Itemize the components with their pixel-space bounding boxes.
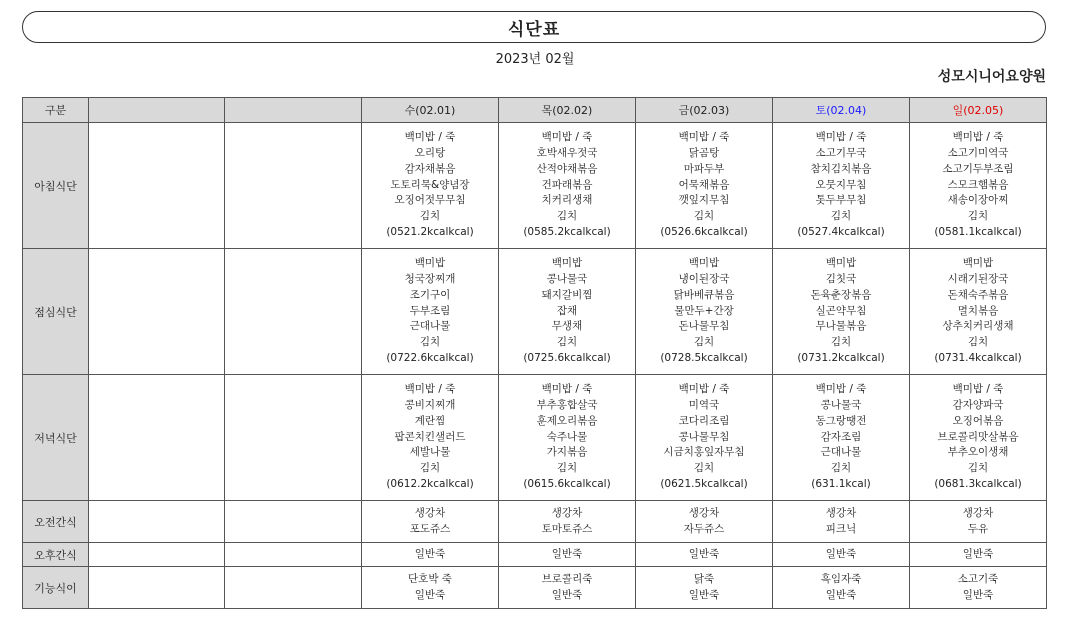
header-day-thu: 목(02.02) xyxy=(499,98,636,123)
blank-cell xyxy=(89,249,225,375)
menu-item: 백미밥 xyxy=(414,257,446,270)
menu-item: 콩나물국 xyxy=(820,399,862,411)
menu-item: (0722.6kcalkcal) xyxy=(386,351,474,364)
menu-item: 백미밥 / 죽 xyxy=(541,131,593,144)
menu-item: 오징어볶음 xyxy=(952,414,1004,427)
menu-cell xyxy=(773,123,910,249)
menu-item: 소고기미역국 xyxy=(947,147,1009,159)
menu-cell xyxy=(499,567,636,609)
blank-cell xyxy=(225,543,362,567)
table-row xyxy=(23,501,1047,543)
menu-item: 김치 xyxy=(556,336,578,349)
menu-item: 잡채 xyxy=(556,304,578,317)
menu-item: 김치 xyxy=(693,336,715,349)
menu-item: 백미밥 / 죽 xyxy=(815,131,867,144)
menu-cell xyxy=(362,249,499,375)
menu-item: 부추홍합살국 xyxy=(536,399,598,411)
menu-item: 일반죽 xyxy=(962,588,994,601)
menu-item: 흑임자죽 xyxy=(820,572,862,585)
menu-item: 김치 xyxy=(556,210,578,223)
menu-item: 일반죽 xyxy=(825,588,857,601)
menu-item: (0731.4kcalkcal) xyxy=(934,351,1022,364)
menu-item: 생강차 xyxy=(962,506,994,519)
blank-cell xyxy=(89,501,225,543)
menu-item: 호박새우젓국 xyxy=(536,147,598,159)
menu-item: 닭죽 xyxy=(693,572,715,585)
menu-item: 돈나물무침 xyxy=(678,320,730,333)
menu-cell xyxy=(636,375,773,501)
menu-item: 일반죽 xyxy=(688,547,720,560)
menu-item: 코다리조림 xyxy=(678,414,730,427)
meal-table xyxy=(22,97,1047,609)
menu-cell xyxy=(362,123,499,249)
menu-item: 조기구이 xyxy=(409,288,451,301)
menu-item: 닭곰탕 xyxy=(688,147,720,159)
menu-item: 백미밥 / 죽 xyxy=(678,383,730,396)
row-label: 아침식단 xyxy=(23,123,89,249)
menu-item: 감자채볶음 xyxy=(404,162,456,175)
menu-item: 미역국 xyxy=(688,399,720,411)
menu-item: 일반죽 xyxy=(688,588,720,601)
menu-item: 일반죽 xyxy=(551,547,583,560)
menu-item: 일반죽 xyxy=(414,547,446,560)
menu-item: 일반죽 xyxy=(962,547,994,560)
menu-item: 백미밥 / 죽 xyxy=(678,131,730,144)
menu-item: 오뭇지무침 xyxy=(815,178,867,191)
menu-cell xyxy=(773,375,910,501)
menu-item: 생강차 xyxy=(825,506,857,519)
menu-cell xyxy=(362,543,499,567)
menu-item: 새송이장아찌 xyxy=(947,194,1009,207)
menu-item: 김치 xyxy=(693,210,715,223)
menu-item: 백미밥 / 죽 xyxy=(952,131,1004,144)
menu-item: 백미밥 / 죽 xyxy=(404,383,456,396)
menu-item: 자두쥬스 xyxy=(683,522,725,535)
table-row xyxy=(23,123,1047,249)
header-blank-1 xyxy=(89,98,225,123)
menu-item: 피크닉 xyxy=(825,522,857,535)
menu-item: 김치 xyxy=(830,462,852,475)
menu-item: (0581.1kcalkcal) xyxy=(934,225,1022,238)
menu-item: 숙주나물 xyxy=(546,430,588,443)
menu-cell xyxy=(773,501,910,543)
menu-item: 백미밥 / 죽 xyxy=(541,383,593,396)
blank-cell xyxy=(89,375,225,501)
menu-item: (0521.2kcalkcal) xyxy=(386,225,474,238)
menu-cell xyxy=(910,249,1047,375)
menu-item: 참치김치볶음 xyxy=(810,162,872,175)
menu-item: 포도쥬스 xyxy=(409,522,451,535)
row-label: 오전간식 xyxy=(23,501,89,543)
menu-item: 감자양파국 xyxy=(952,399,1004,411)
table-row xyxy=(23,249,1047,375)
menu-item: 김치 xyxy=(419,462,441,475)
menu-item: 돈육춘장볶음 xyxy=(810,288,872,301)
row-label: 점심식단 xyxy=(23,249,89,375)
menu-item: 무생채 xyxy=(551,320,583,333)
menu-item: (0728.5kcalkcal) xyxy=(660,351,748,364)
menu-item: 무나물볶음 xyxy=(815,320,867,333)
header-day-fri: 금(02.03) xyxy=(636,98,773,123)
blank-cell xyxy=(225,249,362,375)
menu-cell xyxy=(636,501,773,543)
menu-cell xyxy=(773,543,910,567)
menu-cell xyxy=(362,501,499,543)
menu-item: 소고기죽 xyxy=(957,572,999,585)
menu-item: 백미밥 xyxy=(688,257,720,270)
header-blank-2 xyxy=(225,98,362,123)
menu-item: 일반죽 xyxy=(825,547,857,560)
menu-item: 소고기무국 xyxy=(815,147,867,159)
menu-item: 스모크햄볶음 xyxy=(947,178,1009,191)
menu-cell xyxy=(636,249,773,375)
menu-date: 2023년 02월 xyxy=(495,52,575,67)
menu-item: 근대나물 xyxy=(820,446,862,459)
menu-item: 김치 xyxy=(830,336,852,349)
menu-item: 백미밥 xyxy=(825,257,857,270)
menu-item: (0615.6kcalkcal) xyxy=(523,477,611,490)
menu-item: 김치 xyxy=(693,462,715,475)
menu-cell xyxy=(636,543,773,567)
menu-item: 브로콜리죽 xyxy=(541,572,593,585)
menu-cell xyxy=(362,567,499,609)
menu-item: 톳두부무침 xyxy=(815,194,867,207)
menu-item: 김치 xyxy=(830,210,852,223)
table-row xyxy=(23,375,1047,501)
menu-cell xyxy=(636,567,773,609)
menu-item: 마파두부 xyxy=(683,162,725,175)
blank-cell xyxy=(225,375,362,501)
header-day-wed: 수(02.01) xyxy=(362,98,499,123)
menu-item: 감자조림 xyxy=(820,430,862,443)
menu-item: 계란찜 xyxy=(414,414,446,427)
menu-item: 시금치홍잎자무침 xyxy=(663,446,745,459)
menu-cell xyxy=(362,375,499,501)
menu-item: 근대나물 xyxy=(409,320,451,333)
menu-item: 두유 xyxy=(967,522,989,535)
menu-item: 청국장찌개 xyxy=(404,273,456,285)
menu-item: 김치 xyxy=(419,336,441,349)
blank-cell xyxy=(225,123,362,249)
menu-cell xyxy=(910,123,1047,249)
menu-item: 김치 xyxy=(967,210,989,223)
menu-item: 오리탕 xyxy=(414,147,446,159)
organization-name: 성모시니어요양원 xyxy=(937,69,1046,85)
menu-item: (0621.5kcalkcal) xyxy=(660,477,748,490)
menu-item: 백미밥 xyxy=(962,257,994,270)
menu-item: 부추오이생채 xyxy=(947,446,1009,459)
menu-item: 소고기두부조림 xyxy=(942,162,1014,175)
menu-item: 김치 xyxy=(967,336,989,349)
menu-cell xyxy=(773,249,910,375)
menu-item: (631.1kcal) xyxy=(811,477,871,490)
menu-item: 치커리생채 xyxy=(541,194,593,207)
menu-item: 멸치볶음 xyxy=(957,304,999,317)
menu-item: 산적야채볶음 xyxy=(536,162,598,175)
menu-item: 돈채숙주볶음 xyxy=(947,288,1009,301)
header-category: 구분 xyxy=(23,98,89,123)
menu-item: 일반죽 xyxy=(414,588,446,601)
table-header-row xyxy=(23,98,1047,123)
menu-item: 생강차 xyxy=(414,506,446,519)
menu-item: 브로콜리맛살볶음 xyxy=(937,430,1019,443)
menu-item: 물만두+간장 xyxy=(674,304,734,317)
menu-item: 백미밥 / 죽 xyxy=(952,383,1004,396)
menu-item: 훈제오리볶음 xyxy=(536,414,598,427)
blank-cell xyxy=(89,567,225,609)
menu-cell xyxy=(910,567,1047,609)
menu-item: 콩나물국 xyxy=(546,273,588,285)
menu-item: 백미밥 / 죽 xyxy=(815,383,867,396)
menu-item: (0731.2kcalkcal) xyxy=(797,351,885,364)
menu-item: 김치 xyxy=(967,462,989,475)
menu-item: (0527.4kcalkcal) xyxy=(797,225,885,238)
blank-cell xyxy=(89,543,225,567)
menu-item: (0526.6kcalkcal) xyxy=(660,225,748,238)
menu-item: 도토리묵&양념장 xyxy=(390,178,470,191)
row-label: 저녁식단 xyxy=(23,375,89,501)
menu-item: 냉이된장국 xyxy=(678,273,730,285)
menu-cell xyxy=(499,375,636,501)
header-day-sat: 토(02.04) xyxy=(773,98,910,123)
menu-item: 단호박 죽 xyxy=(408,572,452,585)
title-box xyxy=(22,11,1046,43)
menu-item: 김치 xyxy=(419,210,441,223)
menu-cell xyxy=(910,375,1047,501)
menu-item: 토마토쥬스 xyxy=(541,522,593,535)
menu-item: 시래기된장국 xyxy=(947,273,1009,285)
menu-cell xyxy=(499,543,636,567)
table-row xyxy=(23,543,1047,567)
menu-item: 백미밥 / 죽 xyxy=(404,131,456,144)
menu-item: 오징어젓무무침 xyxy=(394,194,466,207)
menu-cell xyxy=(499,501,636,543)
blank-cell xyxy=(89,123,225,249)
menu-item: 콩비지찌개 xyxy=(404,399,456,411)
menu-cell xyxy=(499,123,636,249)
menu-item: 팝콘치킨샐러드 xyxy=(394,430,466,443)
menu-item: 상추치커리생채 xyxy=(942,320,1014,333)
menu-item: 실곤약무침 xyxy=(815,304,867,317)
row-label: 기능식이 xyxy=(23,567,89,609)
menu-item: 김칫국 xyxy=(825,273,857,285)
menu-cell xyxy=(773,567,910,609)
menu-item: (0725.6kcalkcal) xyxy=(523,351,611,364)
menu-item: (0681.3kcalkcal) xyxy=(934,477,1022,490)
row-label: 오후간식 xyxy=(23,543,89,567)
menu-cell xyxy=(910,543,1047,567)
menu-item: (0585.2kcalkcal) xyxy=(523,225,611,238)
menu-item: 닭바베큐볶음 xyxy=(673,288,735,301)
menu-item: (0612.2kcalkcal) xyxy=(386,477,474,490)
menu-item: 일반죽 xyxy=(551,588,583,601)
blank-cell xyxy=(225,501,362,543)
menu-cell xyxy=(910,501,1047,543)
menu-item: 콩나물무침 xyxy=(678,430,730,443)
menu-item: 생강차 xyxy=(688,506,720,519)
page-title: 식단표 xyxy=(507,19,561,40)
menu-item: 생강차 xyxy=(551,506,583,519)
menu-item: 세발나물 xyxy=(409,446,451,459)
menu-item: 김치 xyxy=(556,462,578,475)
menu-item: 백미밥 xyxy=(551,257,583,270)
menu-item: 깻잎지무침 xyxy=(678,194,730,207)
table-row xyxy=(23,567,1047,609)
menu-cell xyxy=(499,249,636,375)
menu-item: 가지볶음 xyxy=(546,446,588,459)
blank-cell xyxy=(225,567,362,609)
menu-item: 돼지갈비찜 xyxy=(541,288,593,301)
header-day-sun: 일(02.05) xyxy=(910,98,1047,123)
menu-item: 건파래볶음 xyxy=(541,178,593,191)
menu-item: 두부조림 xyxy=(409,304,451,317)
menu-item: 어묵채볶음 xyxy=(678,178,730,191)
menu-cell xyxy=(636,123,773,249)
menu-item: 동그랑땡전 xyxy=(815,414,867,427)
